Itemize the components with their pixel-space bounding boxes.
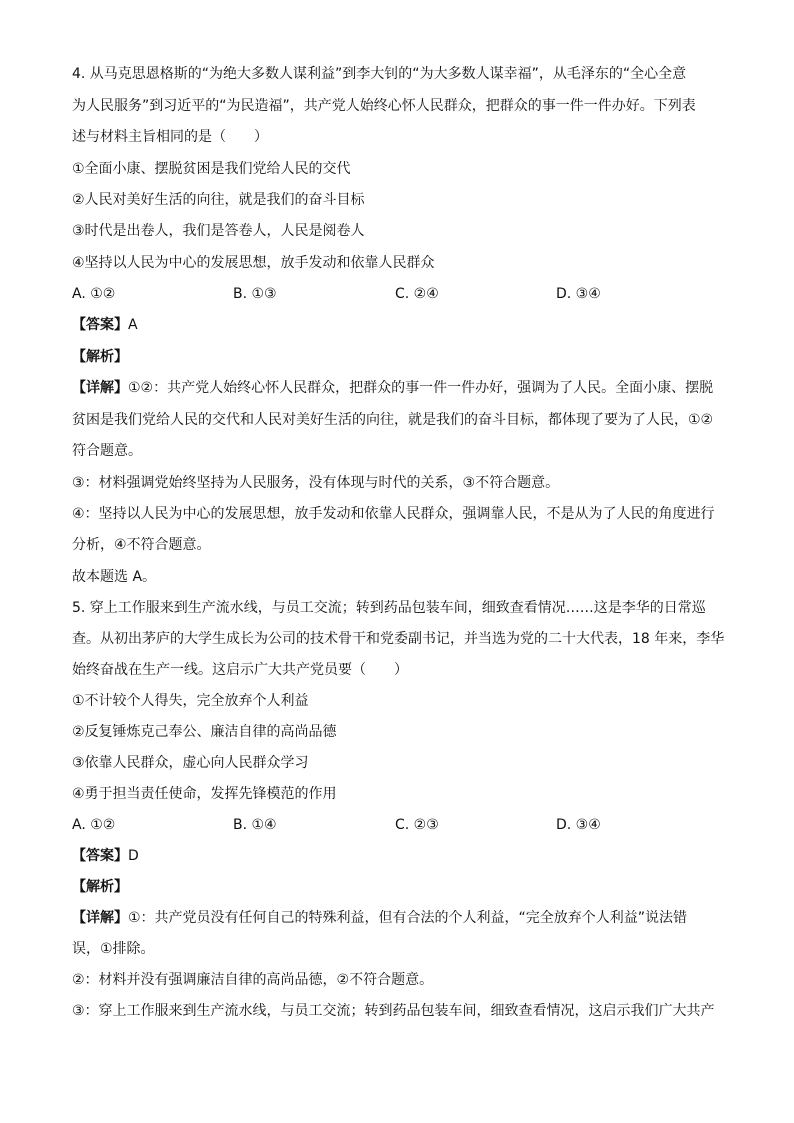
q4-answer-value: A bbox=[128, 317, 138, 333]
q4-detail-line-2: 贫困是我们党给人民的交代和人民对美好生活的向往，就是我们的奋斗目标，都体现了要为了人民，①② bbox=[72, 412, 714, 428]
q4-detail-text-1: ①②：共产党人始终心怀人民群众，把群众的事一件一件办好，强调为了人民。全面小康、摆脱 bbox=[128, 380, 714, 396]
q5-item-4: ④勇于担当责任使命，发挥先锋模范的作用 bbox=[72, 786, 337, 802]
q4-detail-line-1 bbox=[72, 378, 724, 398]
q4-stem-line-3: 述与材料主旨相同的是（ ） bbox=[72, 129, 268, 145]
q4-detail-tag: 【详解】 bbox=[72, 380, 128, 396]
q5-answer-tag: 【答案】 bbox=[72, 848, 128, 864]
q4-item-1: ①全面小康、摆脱贫困是我们党给人民的交代 bbox=[72, 161, 351, 177]
q4-option-d: D. ③④ bbox=[556, 286, 601, 302]
q5-analysis-tag: 【解析】 bbox=[72, 879, 128, 895]
q5-item-1: ①不计较个人得失，完全放弃个人利益 bbox=[72, 693, 309, 709]
q4-answer-line bbox=[72, 315, 724, 335]
q5-stem-line-2: 查。从初出茅庐的大学生成长为公司的技术骨干和党委副书记，并当选为党的二十大代表，18 年来，李华 bbox=[72, 631, 725, 647]
q4-detail-line-4: ③：材料强调党始终坚持为人民服务，没有体现与时代的关系，③不符合题意。 bbox=[72, 475, 560, 491]
q5-option-b: B. ①④ bbox=[233, 817, 277, 833]
q5-item-2: ②反复锤炼克己奉公、廉洁自律的高尚品德 bbox=[72, 724, 337, 740]
q5-detail-line-4: ③：穿上工作服来到生产流水线，与员工交流；转到药品包装车间，细致查看情况，这启示我们广大共产 bbox=[72, 1003, 715, 1019]
q5-option-d: D. ③④ bbox=[556, 817, 601, 833]
q4-detail-line-3: 符合题意。 bbox=[72, 443, 142, 459]
q5-detail-tag: 【详解】 bbox=[72, 910, 128, 926]
q5-detail-line-2: 误，①排除。 bbox=[72, 941, 155, 957]
q5-stem-line-3: 始终奋战在生产一线。这启示广大共产党员要（ ） bbox=[72, 662, 408, 678]
q4-stem-line-2: 为人民服务”到习近平的“为民造福”，共产党人始终心怀人民群众，把群众的事一件一件办好。下列表 bbox=[72, 98, 696, 114]
q5-detail-line-3: ②：材料并没有强调廉洁自律的高尚品德，②不符合题意。 bbox=[72, 972, 434, 988]
q4-option-a: A. ①② bbox=[72, 286, 116, 302]
q4-detail-line-6: 分析，④不符合题意。 bbox=[72, 537, 211, 553]
q5-detail-line-1 bbox=[72, 908, 724, 928]
q5-answer-line bbox=[72, 846, 724, 866]
q4-analysis-tag: 【解析】 bbox=[72, 349, 128, 365]
q4-item-2: ②人民对美好生活的向往，就是我们的奋斗目标 bbox=[72, 192, 365, 208]
q4-detail-line-5: ④：坚持以人民为中心的发展思想，放手发动和依靠人民群众，强调靠人民，不是从为了人民的角度进行 bbox=[72, 506, 715, 522]
q5-option-c: C. ②③ bbox=[395, 817, 439, 833]
q4-item-3: ③时代是出卷人，我们是答卷人，人民是阅卷人 bbox=[72, 223, 365, 239]
q5-detail-text-1: ①：共产党员没有任何自己的特殊利益，但有合法的个人利益，“完全放弃个人利益”说法错 bbox=[128, 910, 688, 926]
q5-item-3: ③依靠人民群众，虚心向人民群众学习 bbox=[72, 755, 309, 771]
q4-option-b: B. ①③ bbox=[233, 286, 277, 302]
q4-item-4: ④坚持以人民为中心的发展思想，放手发动和依靠人民群众 bbox=[72, 255, 435, 271]
q5-stem-line-1: 5. 穿上工作服来到生产流水线，与员工交流；转到药品包装车间，细致查看情况……这是李华的日常巡 bbox=[72, 600, 706, 616]
q4-stem-line-1: 4. 从马克思恩格斯的“为绝大多数人谋利益”到李大钊的“为大多数人谋幸福”，从毛泽东的“全心全意 bbox=[72, 66, 687, 82]
q4-option-c: C. ②④ bbox=[395, 286, 439, 302]
q5-option-a: A. ①② bbox=[72, 817, 116, 833]
q4-answer-tag: 【答案】 bbox=[72, 317, 128, 333]
q4-conclusion: 故本题选 A。 bbox=[72, 569, 157, 585]
q5-answer-value: D bbox=[128, 848, 139, 864]
